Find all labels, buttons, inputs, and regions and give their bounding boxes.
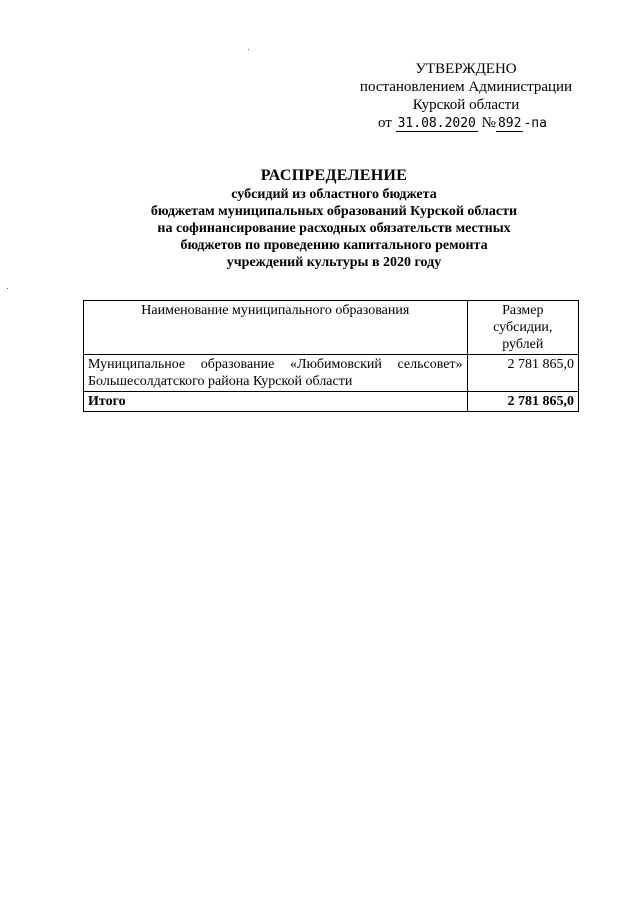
total-label: Итого <box>84 392 468 412</box>
resolution-number: 892 <box>497 116 522 131</box>
title-line-3: на софинансирование расходных обязательств местных <box>157 221 511 236</box>
scan-speck <box>7 288 8 289</box>
header-name: Наименование муниципального образования <box>84 301 468 355</box>
approval-block <box>356 60 576 133</box>
subsidy-table <box>83 300 579 412</box>
total-amount: 2 781 865,0 <box>467 392 578 412</box>
resolution-date-number <box>356 114 576 133</box>
from-prefix: от <box>378 115 392 131</box>
number-prefix: № <box>481 115 496 131</box>
header-amount-line-3: рублей <box>502 337 544 352</box>
header-amount <box>467 301 578 355</box>
title-line-1: субсидий из областного бюджета <box>231 187 437 202</box>
title-line-2: бюджетам муниципальных образований Курской области <box>150 204 518 219</box>
row-amount: 2 781 865,0 <box>467 355 578 392</box>
header-amount-line-2: субсидии, <box>493 320 553 335</box>
resolution-date: 31.08.2020 <box>397 116 476 131</box>
table-row <box>84 355 579 392</box>
document-title <box>84 166 584 271</box>
title-line-5: учреждений культуры в 2020 году <box>226 255 442 270</box>
title-main: РАСПРЕДЕЛЕНИЕ <box>260 167 408 184</box>
approved-heading: УТВЕРЖДЕНО <box>415 61 517 77</box>
table-header-row <box>84 301 579 355</box>
scan-speck <box>248 49 249 50</box>
approved-by-resolution: постановлением Администрации <box>359 79 573 95</box>
header-amount-line-1: Размер <box>502 303 544 318</box>
table-total-row <box>84 392 579 412</box>
title-line-4: бюджетов по проведению капитального ремонта <box>180 238 488 253</box>
approved-region: Курской области <box>412 97 520 113</box>
number-suffix: -па <box>523 116 547 131</box>
row-municipality-name: Муниципальное образование «Любимовский сельсовет» Большесолдатского района Курской области <box>84 355 468 392</box>
